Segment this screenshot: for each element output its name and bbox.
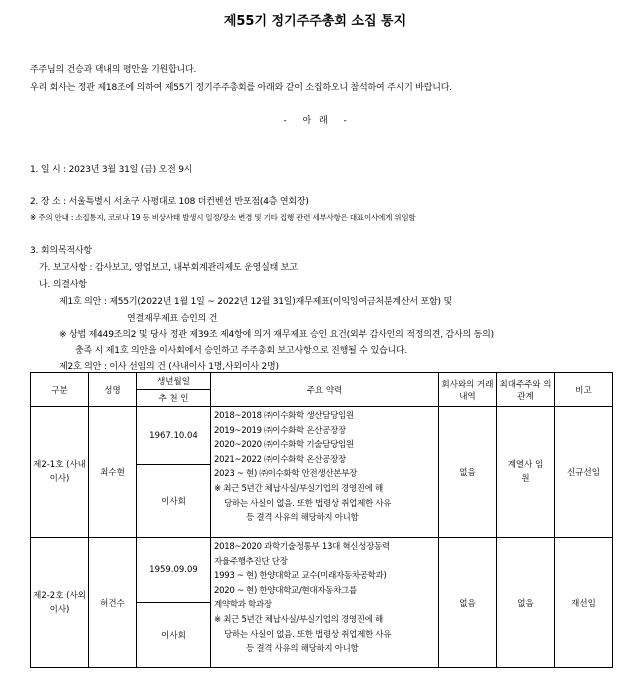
row-remark: 재선임	[555, 538, 613, 668]
career-item: 2018~2020 과학기술정통부 13대 혁신성장동력	[214, 542, 390, 552]
agenda-note2: 충족 시 제1호 의안을 이사회에서 승인하고 주주총회 보고사항으로 진행될 수 있습니다.	[75, 346, 408, 356]
header-relation: 최대주주와 의 관계	[497, 373, 555, 407]
career-note: 당하는 사실이 없음. 또한 법령상 취업제한 사유	[224, 498, 392, 509]
date-line: 1. 일 시 : 2023년 3월 31일 (금) 오전 9시	[30, 165, 193, 175]
candidate-table	[30, 372, 613, 668]
agenda2-line: 제2호 의안 : 이사 선임의 건 (사내이사 1명,사외이사 2명)	[59, 362, 279, 372]
agenda1-line2: 연결재무제표 승인의 건	[127, 314, 218, 324]
table-row	[31, 407, 613, 465]
row-relation: 계열사 임원	[497, 407, 555, 538]
table-header-row	[31, 373, 613, 390]
row-division: 제2-2호 (사외이사)	[31, 538, 89, 668]
career-item: 자율주행추진단 단장	[214, 556, 288, 567]
row-transaction: 없음	[439, 407, 497, 538]
report-items: 가. 보고사항 : 감사보고, 영업보고, 내부회계관리제도 운영실태 보고	[39, 263, 298, 273]
row-name: 최수현	[89, 407, 137, 538]
agenda-header: 3. 회의목적사항	[30, 246, 92, 256]
career-note: ※ 최근 5년간 체납사실/부실기업의 경영진에 해	[214, 483, 383, 494]
row-recommender: 이사회	[137, 603, 211, 668]
header-transaction: 회사와의 거래내역	[439, 373, 497, 407]
header-name: 성명	[89, 373, 137, 407]
table-row	[31, 538, 613, 603]
career-note: 등 결격 사유의 해당하지 아니함	[246, 644, 359, 655]
row-birth: 1959.09.09	[137, 538, 211, 603]
career-item: 2020~2020 ㈜이수화학 기술담당임원	[214, 440, 354, 451]
row-relation: 없음	[497, 538, 555, 668]
header-career: 주요 약력	[211, 373, 439, 407]
place-line: 2. 장 소 : 서울특별시 서초구 사평대로 108 더컨벤션 반포점(4층 연회장)	[30, 197, 309, 207]
agenda-note1: ※ 상법 제449조의2 및 당사 정관 제39조 제4항에 의거 재무제표 승인 요건(외부 감사인의 적정의견, 감사의 동의)	[59, 330, 494, 340]
header-recommender: 추 천 인	[137, 390, 211, 407]
career-item: 계약학과 학과장	[214, 600, 272, 611]
header-division: 구분	[31, 373, 89, 407]
agenda1-line1: 제1호 의안 : 제55기(2022년 1월 1일 ~ 2022년 12월 31일)재무제표(이익잉여금처분계산서 포함) 및	[59, 297, 452, 307]
career-item: 1993 ~ 현) 한양대학교 교수(미래자동차공학과)	[214, 571, 387, 582]
place-note: ※ 주의 안내 : 소집통지, 코로나 19 등 비상사태 발생시 일정/장소 변경 및 기타 집행 관련 세부사항은 대표이사에게 위임함	[30, 213, 416, 222]
career-item: 2023 ~ 현) ㈜이수화학 안전생산본부장	[214, 469, 358, 480]
career-note: 당하는 사실이 없음. 또한 법령상 취업제한 사유	[224, 629, 392, 640]
row-recommender: 이사회	[137, 465, 211, 538]
row-division: 제2-1호 (사내이사)	[31, 407, 89, 538]
career-item: 2021~2022 ㈜이수화학 온산공장장	[214, 454, 346, 465]
career-note: 등 결격 사유의 해당하지 아니함	[246, 513, 359, 524]
header-remark: 비고	[555, 373, 613, 407]
row-remark: 신규선임	[555, 407, 613, 538]
row-career	[211, 407, 439, 538]
header-birth: 생년월일	[137, 373, 211, 390]
greeting-text: 주주님의 건승과 댁내의 평안을 기원합니다.	[30, 65, 197, 75]
career-item: 2018~2018 ㈜이수화학 생산담당임원	[214, 411, 354, 421]
career-item: 2020 ~ 현) 한양대학교/현대자동차그룹	[214, 585, 357, 596]
row-name: 허건수	[89, 538, 137, 668]
notice-title: 제55기 정기주주총회 소집 통지	[223, 14, 407, 29]
career-item: 2019~2019 ㈜이수화학 온산공장장	[214, 425, 346, 436]
row-transaction: 없음	[439, 538, 497, 668]
intro-text: 우리 회사는 정관 제18조에 의하여 제55기 정기주주총회를 아래와 같이 소집하오니 참석하여 주시기 바랍니다.	[30, 83, 452, 93]
resolution-header: 나. 의결사항	[39, 280, 87, 290]
separator-text: - 아 래 -	[283, 116, 347, 126]
career-note: ※ 최근 5년간 체납사실/부실기업의 경영진에 해	[214, 614, 383, 625]
row-birth: 1967.10.04	[137, 407, 211, 465]
row-career	[211, 538, 439, 668]
